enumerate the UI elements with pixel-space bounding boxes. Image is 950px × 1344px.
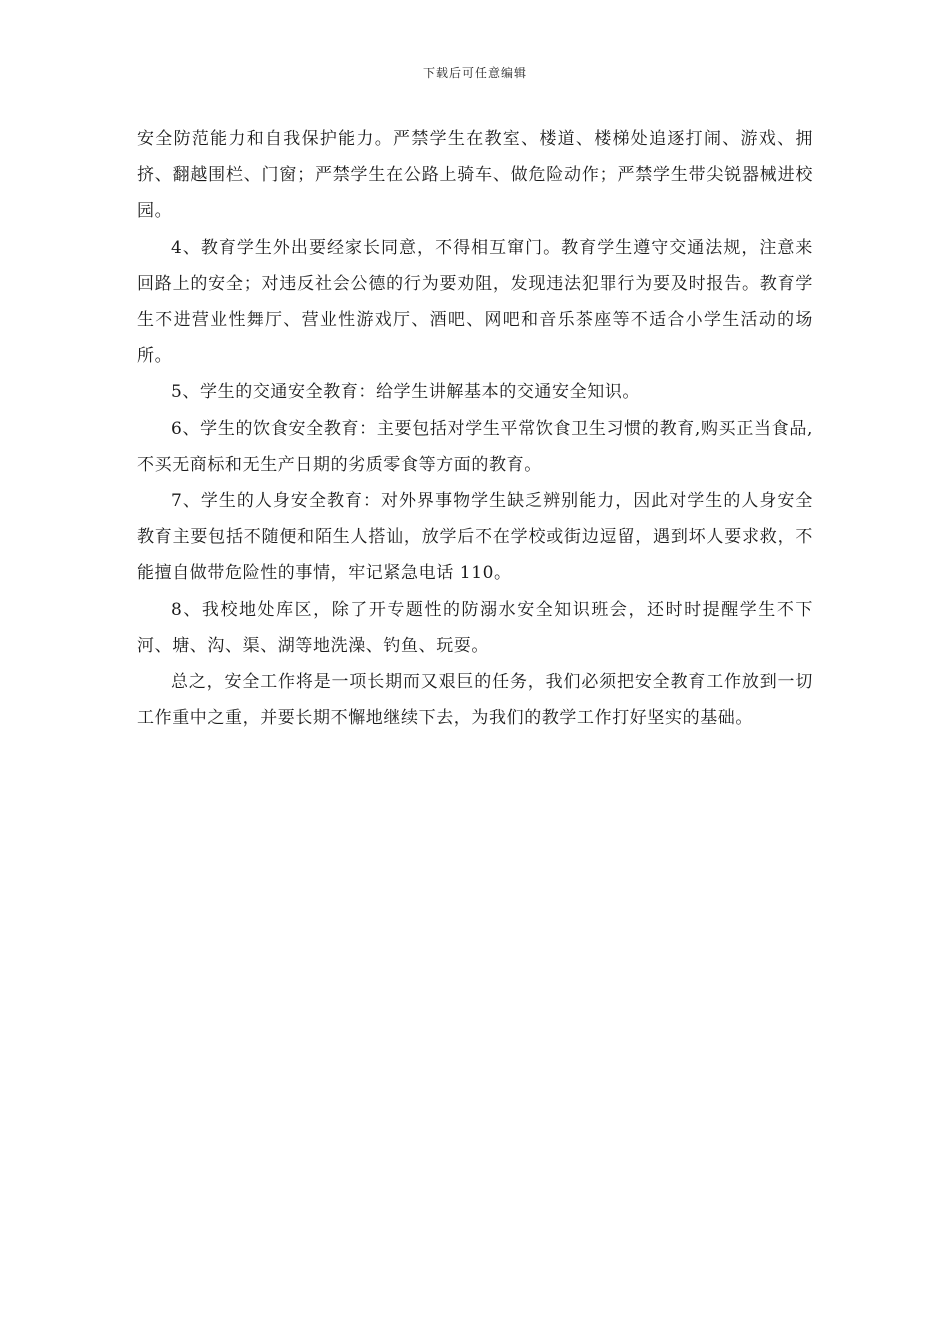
paragraph-item-4: 4、教育学生外出要经家长同意，不得相互窜门。教育学生遵守交通法规，注意来回路上的安全；对违反社会公德的行为要劝阻，发现违法犯罪行为要及时报告。教育学生不进营业性舞厅、营业性游戏厅、酒吧、网吧和音乐茶座等不适合小学生活动的场所。 xyxy=(137,237,813,367)
paragraph-item-8: 8、我校地处库区，除了开专题性的防溺水安全知识班会，还时时提醒学生不下河、塘、沟、渠、湖等地洗澡、钓鱼、玩耍。 xyxy=(137,599,813,656)
paragraph-item-6: 6、学生的饮食安全教育：主要包括对学生平常饮食卫生习惯的教育,购买正当食品,不买无商标和无生产日期的劣质零食等方面的教育。 xyxy=(137,418,813,475)
paragraph-conclusion: 总之，安全工作将是一项长期而又艰巨的任务，我们必须把安全教育工作放到一切工作重中之重，并要长期不懈地继续下去，为我们的教学工作打好坚实的基础。 xyxy=(137,672,813,729)
paragraph-continuation: 安全防范能力和自我保护能力。严禁学生在教室、楼道、楼梯处追逐打闹、游戏、拥挤、翻越围栏、门窗；严禁学生在公路上骑车、做危险动作；严禁学生带尖锐器械进校园。 xyxy=(137,129,813,222)
document-body xyxy=(137,121,813,736)
paragraph-item-7: 7、学生的人身安全教育：对外界事物学生缺乏辨别能力，因此对学生的人身安全教育主要包括不随便和陌生人搭讪，放学后不在学校或街边逗留，遇到坏人要求救，不能擅自做带危险性的事情，牢记紧急电话 110。 xyxy=(137,491,813,584)
paragraph-item-5: 5、学生的交通安全教育：给学生讲解基本的交通安全知识。 xyxy=(171,382,641,403)
page-header: 下载后可任意编辑 xyxy=(422,66,527,80)
